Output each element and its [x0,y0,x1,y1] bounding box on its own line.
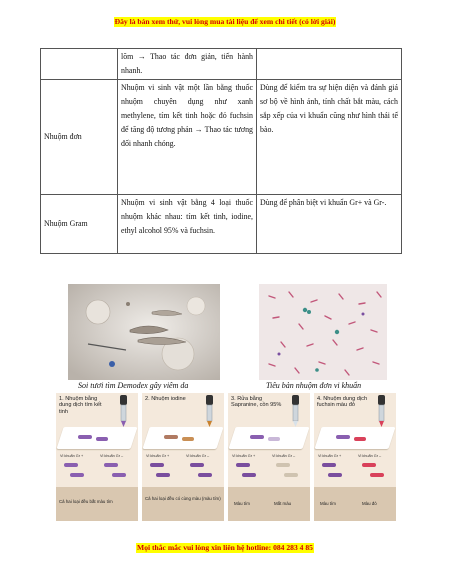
purpose-cell [257,49,402,80]
hotline-footer-banner [0,537,450,555]
method-cell: Nhuộm đơn [41,80,118,195]
bacteria-smear [250,435,264,439]
gram-positive-label: Vi khuẩn Gr + [60,454,84,458]
gram-step-panel [142,393,224,521]
step-result-text: Màu tím [234,501,250,506]
step-title: 4. Nhuộm dung dịch fuchsin màu đỏ [317,396,368,409]
description-cell: Nhuộm vi sinh vật bằng 4 loại thuốc nhuộm khác nhau: tím kết tinh, iodine, ethyl alcohol 95% và fuchsin. [118,195,257,254]
gram-positive-cell [236,463,250,467]
dropper-icon [370,395,392,429]
table-row [41,80,402,195]
staining-methods-table [40,48,402,254]
bacteria-smear [268,437,280,441]
gram-negative-cell [112,473,126,477]
gram-negative-label: Vi khuẩn Gr – [100,454,124,458]
step-title: 3. Rửa bằng Sapranine, cồn 95% [231,396,282,409]
gram-positive-label: Vi khuẩn Gr + [146,454,170,458]
gram-negative-cell [276,463,290,467]
gram-negative-label: Vi khuẩn Gr – [272,454,296,458]
figure-caption-right: Tiêu bản nhuộm đơn vi khuẩn [266,381,362,390]
step-result-band [228,487,310,521]
step-result-text: Màu đỏ [362,501,377,506]
dropper-icon [284,395,306,429]
step-result-band [56,487,138,521]
step-title: 2. Nhuộm iodine [145,396,186,402]
dropper-icon [198,395,220,429]
bacteria-smear [78,435,92,439]
purpose-cell: Dùng để kiểm tra sự hiện diện và đánh giá sơ bộ về hình ảnh, tính chất bắt màu, cách sắp xếp của vi khuẩn cũng như hình thái tế bào. [257,80,402,195]
hotline-text: Mọi thắc mắc vui lòng xin liên hệ hotline: 084 283 4 85 [137,543,313,552]
gram-positive-cell [150,463,164,467]
bacteria-smear [336,435,350,439]
gram-negative-cell [190,463,204,467]
method-cell: Nhuộm Gram [41,195,118,254]
bacteria-smear [354,437,366,441]
gram-positive-cell [64,463,78,467]
gram-step-panel [56,393,138,521]
gram-stain-steps-illustration [56,393,398,521]
gram-positive-label: Vi khuẩn Gr + [318,454,342,458]
gram-step-panel [314,393,396,521]
gram-negative-label: Vi khuẩn Gr – [186,454,210,458]
dropper-icon [112,395,134,429]
step-result-text: Màu tím [320,501,336,506]
step-result-band [314,487,396,521]
gram-negative-label: Vi khuẩn Gr – [358,454,382,458]
gram-positive-cell [328,473,342,477]
gram-positive-cell [242,473,256,477]
gram-negative-cell [284,473,298,477]
purpose-cell: Dùng để phân biệt vi khuẩn Gr+ và Gr-. [257,195,402,254]
gram-positive-label: Vi khuẩn Gr + [232,454,256,458]
bacteria-smear [182,437,194,441]
preview-notice-text: Đây là bản xem thử, vui lòng mua tài liệu để xem chi tiết (có lời giải) [114,17,336,26]
table-row [41,195,402,254]
demodex-microscope-photo [68,284,220,380]
bacteria-smear [164,435,178,439]
description-cell: Nhuộm vi sinh vật một lần bằng thuốc nhuộm chuyên dụng như xanh methylene, tím kết tinh hoặc đỏ fuchsin để tăng độ tương phản → Thao tác tương đối nhanh chóng. [118,80,257,195]
gram-positive-cell [156,473,170,477]
description-cell: lõm → Thao tác đơn giản, tiến hành nhanh. [118,49,257,80]
gram-negative-cell [362,463,376,467]
preview-notice-banner [0,11,450,29]
step-title: 1. Nhuộm bằng dung dịch tím kết tinh [59,396,102,415]
step-result-band [142,487,224,521]
gram-positive-cell [70,473,84,477]
gram-step-panel [228,393,310,521]
step-result-text: Cả hai loại đều có cùng màu (màu tím) [145,496,221,501]
gram-positive-cell [322,463,336,467]
step-result-text: Mất màu [274,501,292,506]
bacteria-smear [96,437,108,441]
simple-stain-microscope-photo [259,284,387,380]
step-result-text: Cả hai loại đều bắt màu tím [59,499,113,504]
method-cell [41,49,118,80]
gram-negative-cell [370,473,384,477]
gram-negative-cell [198,473,212,477]
figure-caption-left: Soi tươi tìm Demodex gây viêm da [78,381,189,390]
table-row [41,49,402,80]
gram-negative-cell [104,463,118,467]
